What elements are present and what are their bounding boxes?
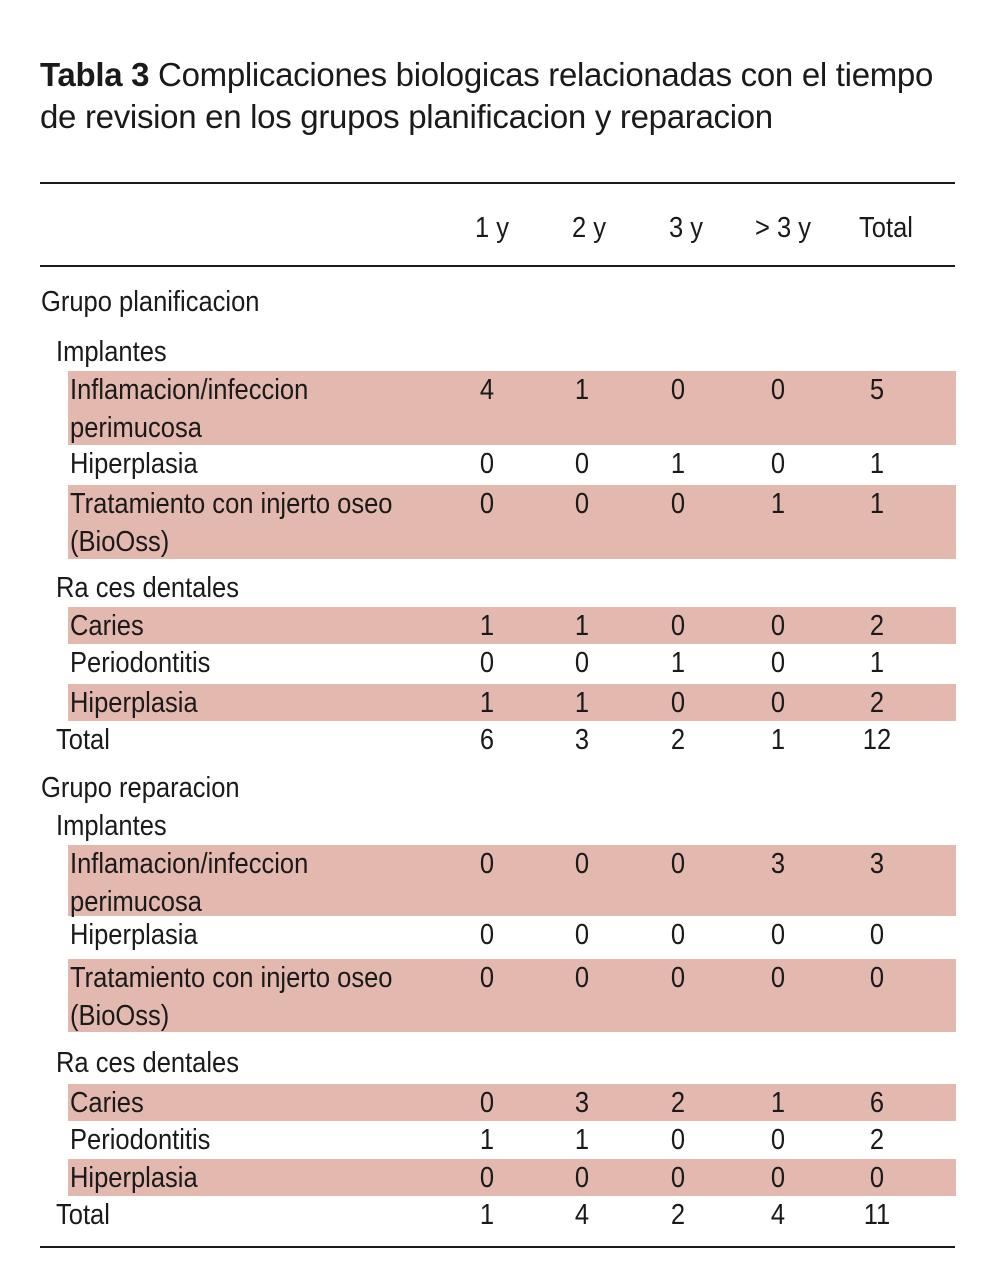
cell-1y: 6 — [479, 724, 495, 756]
table-row — [0, 845, 991, 916]
cell-total: 2 — [869, 610, 885, 642]
table-number: Tabla 3 — [40, 56, 150, 93]
subgroup-heading — [0, 807, 991, 845]
row-label: Caries — [70, 1087, 144, 1119]
row-label: Hiperplasia — [70, 687, 198, 719]
row-label: Periodontitis — [70, 647, 211, 679]
cell-1y: 0 — [479, 448, 495, 480]
row-label: Implantes — [56, 336, 167, 368]
column-header-1y: 1 y — [474, 212, 510, 244]
row-label-line: Inflamacion/infeccion — [70, 374, 309, 406]
cell-gt3y: 0 — [770, 919, 786, 951]
column-header-gt3y: > 3 y — [754, 212, 812, 244]
table-row — [0, 1121, 991, 1159]
row-label: Grupo reparacion — [41, 772, 240, 804]
row-label-line: Tratamiento con injerto oseo — [70, 962, 393, 994]
cell-2y: 0 — [574, 448, 590, 480]
total-row — [0, 721, 991, 759]
cell-1y: 0 — [479, 919, 495, 951]
table-row — [0, 607, 991, 644]
cell-3y: 2 — [670, 1199, 686, 1231]
cell-3y: 0 — [670, 374, 686, 406]
cell-2y: 1 — [574, 1124, 590, 1156]
row-label-line: perimucosa — [70, 412, 202, 444]
table-row — [0, 371, 991, 445]
subgroup-heading — [0, 333, 991, 371]
cell-1y: 1 — [479, 687, 495, 719]
cell-1y: 1 — [479, 1199, 495, 1231]
column-header-3y: 3 y — [668, 212, 704, 244]
cell-total: 1 — [869, 448, 885, 480]
cell-total: 0 — [869, 962, 885, 994]
row-label — [70, 959, 392, 1035]
cell-1y: 0 — [479, 1087, 495, 1119]
cell-total: 0 — [869, 1162, 885, 1194]
cell-total: 6 — [869, 1087, 885, 1119]
cell-gt3y: 4 — [770, 1199, 786, 1231]
subgroup-heading — [0, 569, 991, 607]
cell-2y: 0 — [574, 919, 590, 951]
group-heading — [0, 283, 991, 323]
cell-3y: 0 — [670, 919, 686, 951]
table-row — [0, 1159, 991, 1196]
cell-3y: 2 — [670, 1087, 686, 1119]
cell-total: 1 — [869, 488, 885, 520]
row-label: Total — [56, 1199, 110, 1231]
row-label: Hiperplasia — [70, 1162, 198, 1194]
row-label — [70, 485, 392, 561]
table-row — [0, 1084, 991, 1121]
cell-2y: 0 — [574, 1162, 590, 1194]
cell-2y: 1 — [574, 687, 590, 719]
row-label: Periodontitis — [70, 1124, 211, 1156]
cell-3y: 1 — [670, 647, 686, 679]
cell-2y: 4 — [574, 1199, 590, 1231]
row-label — [70, 845, 308, 921]
cell-total: 12 — [862, 724, 892, 756]
cell-gt3y: 0 — [770, 1162, 786, 1194]
cell-total: 2 — [869, 1124, 885, 1156]
cell-2y: 0 — [574, 647, 590, 679]
cell-total: 3 — [869, 848, 885, 880]
total-row — [0, 1196, 991, 1234]
cell-total: 1 — [869, 647, 885, 679]
row-label: Implantes — [56, 810, 167, 842]
table-row — [0, 644, 991, 684]
cell-1y: 0 — [479, 848, 495, 880]
cell-1y: 4 — [479, 374, 495, 406]
cell-gt3y: 1 — [770, 724, 786, 756]
group-heading — [0, 769, 991, 807]
cell-2y: 3 — [574, 724, 590, 756]
cell-1y: 1 — [479, 610, 495, 642]
cell-gt3y: 1 — [770, 1087, 786, 1119]
row-label-line: (BioOss) — [70, 1000, 170, 1032]
table-row — [0, 485, 991, 559]
row-label: Hiperplasia — [70, 919, 198, 951]
row-label: Ra ces dentales — [56, 572, 240, 604]
row-label-line: perimucosa — [70, 886, 202, 918]
row-label — [70, 371, 308, 447]
table-row — [0, 684, 991, 721]
cell-gt3y: 0 — [770, 687, 786, 719]
subgroup-heading — [0, 1044, 991, 1084]
cell-3y: 0 — [670, 610, 686, 642]
cell-3y: 2 — [670, 724, 686, 756]
cell-gt3y: 0 — [770, 647, 786, 679]
cell-total: 5 — [869, 374, 885, 406]
cell-total: 2 — [869, 687, 885, 719]
row-label: Ra ces dentales — [56, 1047, 240, 1079]
cell-total: 11 — [863, 1199, 891, 1231]
row-label-line: (BioOss) — [70, 526, 170, 558]
row-label: Hiperplasia — [70, 448, 198, 480]
cell-2y: 3 — [574, 1087, 590, 1119]
cell-gt3y: 3 — [770, 848, 786, 880]
cell-gt3y: 0 — [770, 374, 786, 406]
table-row — [0, 916, 991, 959]
column-header-total: Total — [859, 212, 913, 244]
cell-1y: 0 — [479, 962, 495, 994]
cell-gt3y: 0 — [770, 962, 786, 994]
cell-total: 0 — [869, 919, 885, 951]
cell-gt3y: 0 — [770, 448, 786, 480]
table-caption: Complicaciones biologicas relacionadas con el tiempo de revision en los grupos planificacion y reparacion — [40, 56, 934, 135]
cell-1y: 0 — [479, 647, 495, 679]
cell-3y: 0 — [670, 687, 686, 719]
cell-3y: 0 — [670, 488, 686, 520]
bottom-rule — [40, 1246, 955, 1248]
row-label: Total — [56, 724, 110, 756]
cell-gt3y: 0 — [770, 1124, 786, 1156]
row-label: Caries — [70, 610, 144, 642]
cell-gt3y: 0 — [770, 610, 786, 642]
column-header-2y: 2 y — [571, 212, 607, 244]
cell-3y: 0 — [670, 1124, 686, 1156]
row-label-line: Tratamiento con injerto oseo — [70, 488, 393, 520]
cell-2y: 1 — [574, 610, 590, 642]
cell-2y: 1 — [574, 374, 590, 406]
cell-3y: 0 — [670, 1162, 686, 1194]
cell-1y: 0 — [479, 488, 495, 520]
cell-gt3y: 1 — [770, 488, 786, 520]
cell-2y: 0 — [574, 848, 590, 880]
cell-2y: 0 — [574, 962, 590, 994]
row-label-line: Inflamacion/infeccion — [70, 848, 309, 880]
table-row — [0, 445, 991, 485]
cell-1y: 0 — [479, 1162, 495, 1194]
table-row — [0, 959, 991, 1032]
cell-3y: 0 — [670, 848, 686, 880]
cell-1y: 1 — [479, 1124, 495, 1156]
cell-2y: 0 — [574, 488, 590, 520]
row-label: Grupo planificacion — [41, 286, 260, 318]
cell-3y: 1 — [670, 448, 686, 480]
cell-3y: 0 — [670, 962, 686, 994]
